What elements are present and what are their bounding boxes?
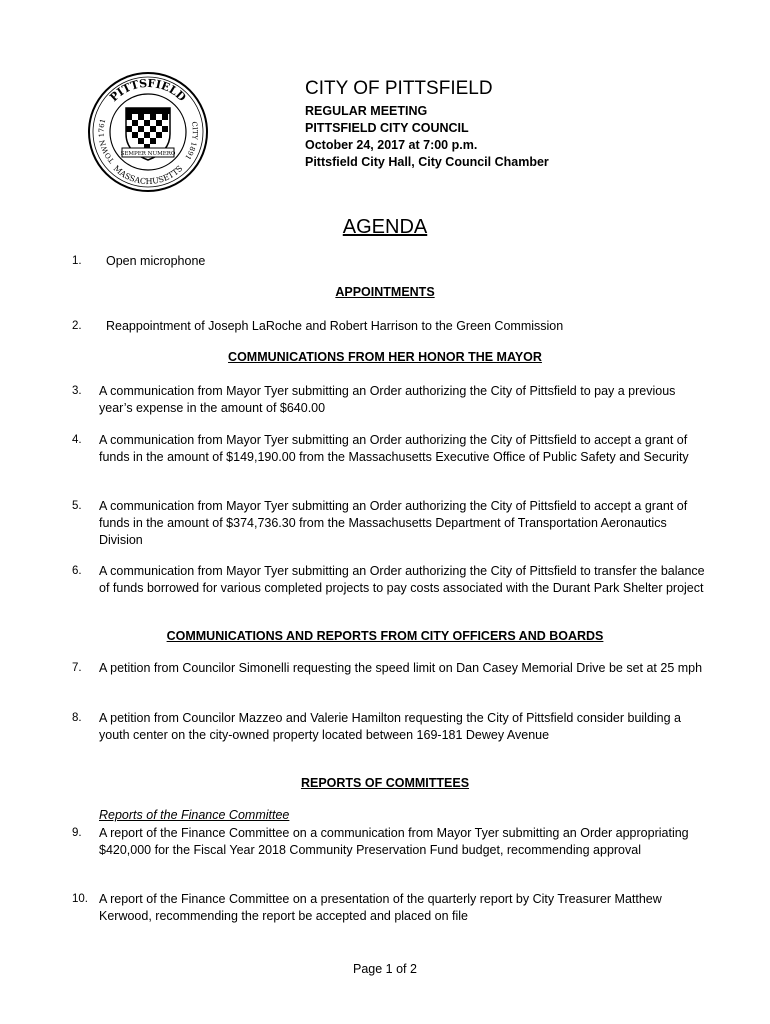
item-number: 9. bbox=[72, 827, 82, 839]
item-number: 5. bbox=[72, 500, 82, 512]
header-line-meeting: REGULAR MEETING bbox=[305, 104, 428, 118]
seal-top-text: PITTSFIELD bbox=[107, 76, 189, 105]
meeting-header bbox=[305, 78, 549, 171]
item-number: 1. bbox=[72, 255, 82, 267]
finance-subheading: Reports of the Finance Committee bbox=[99, 808, 290, 822]
section-mayor: COMMUNICATIONS FROM HER HONOR THE MAYOR bbox=[228, 350, 542, 364]
item-number: 4. bbox=[72, 434, 82, 446]
section-appointments: APPOINTMENTS bbox=[335, 285, 435, 299]
header-line-council: PITTSFIELD CITY COUNCIL bbox=[305, 121, 469, 135]
item-text: A report of the Finance Committee on a communication from Mayor Tyer submitting an Order appropriating $420,000 for the Fiscal Year 2018 Community Preservation Fund budget, recommending approval bbox=[99, 826, 689, 857]
item-text: A petition from Councilor Simonelli requesting the speed limit on Dan Casey Memorial Drive be set at 25 mph bbox=[99, 661, 703, 675]
item-text: Open microphone bbox=[106, 254, 206, 268]
item-number: 7. bbox=[72, 662, 82, 674]
section-officers: COMMUNICATIONS AND REPORTS FROM CITY OFFICERS AND BOARDS bbox=[166, 629, 604, 643]
city-title: CITY OF PITTSFIELD bbox=[305, 78, 493, 99]
seal-left-text: TOWN 1761 bbox=[97, 117, 116, 165]
item-text: A communication from Mayor Tyer submitting an Order authorizing the City of Pittsfield to accept a grant of funds in the amount of $374,736.30 from the Massachusetts Department of Transportation Aeronautics Division bbox=[99, 499, 688, 547]
item-number: 8. bbox=[72, 712, 82, 724]
item-text: A report of the Finance Committee on a presentation of the quarterly report by City Treasurer Matthew Kerwood, recommending the report be accepted and placed on file bbox=[99, 892, 662, 923]
item-text: A communication from Mayor Tyer submitting an Order authorizing the City of Pittsfield to pay a previous year’s expense in the amount of $640.00 bbox=[99, 384, 676, 415]
city-seal bbox=[86, 70, 210, 194]
item-text: A communication from Mayor Tyer submitting an Order authorizing the City of Pittsfield to accept a grant of funds in the amount of $149,190.00 from the Massachusetts Executive Office of Public Safety and Security bbox=[99, 433, 689, 464]
item-number: 6. bbox=[72, 565, 82, 577]
agenda-title: AGENDA bbox=[342, 216, 428, 238]
seal-motto: SEMPER NUMERO bbox=[120, 151, 176, 157]
header-line-date: October 24, 2017 at 7:00 p.m. bbox=[305, 138, 478, 152]
section-committees: REPORTS OF COMMITTEES bbox=[300, 776, 470, 790]
item-text: A communication from Mayor Tyer submitting an Order authorizing the City of Pittsfield to transfer the balance of funds borrowed for various completed projects to pay costs associated with the Durant Park Shelter project bbox=[99, 564, 705, 595]
seal-right-text: CITY 1891 bbox=[183, 120, 199, 162]
item-number: 10. bbox=[72, 893, 88, 905]
svg-text:MASSACHUSETTS bbox=[112, 164, 185, 186]
item-number: 3. bbox=[72, 385, 82, 397]
svg-text:TOWN 1761 bbox=[98, 118, 116, 164]
item-number: 2. bbox=[72, 320, 82, 332]
page-number: Page 1 of 2 bbox=[353, 962, 417, 976]
seal-bottom-text: MASSACHUSETTS bbox=[111, 163, 185, 187]
item-text: Reappointment of Joseph LaRoche and Robert Harrison to the Green Commission bbox=[106, 319, 564, 333]
seal-icon bbox=[86, 70, 210, 194]
header-line-location: Pittsfield City Hall, City Council Chamber bbox=[305, 155, 549, 169]
item-text: A petition from Councilor Mazzeo and Valerie Hamilton requesting the City of Pittsfield consider building a youth center on the city-owned property located between 169-181 Dewey Avenue bbox=[99, 711, 682, 742]
